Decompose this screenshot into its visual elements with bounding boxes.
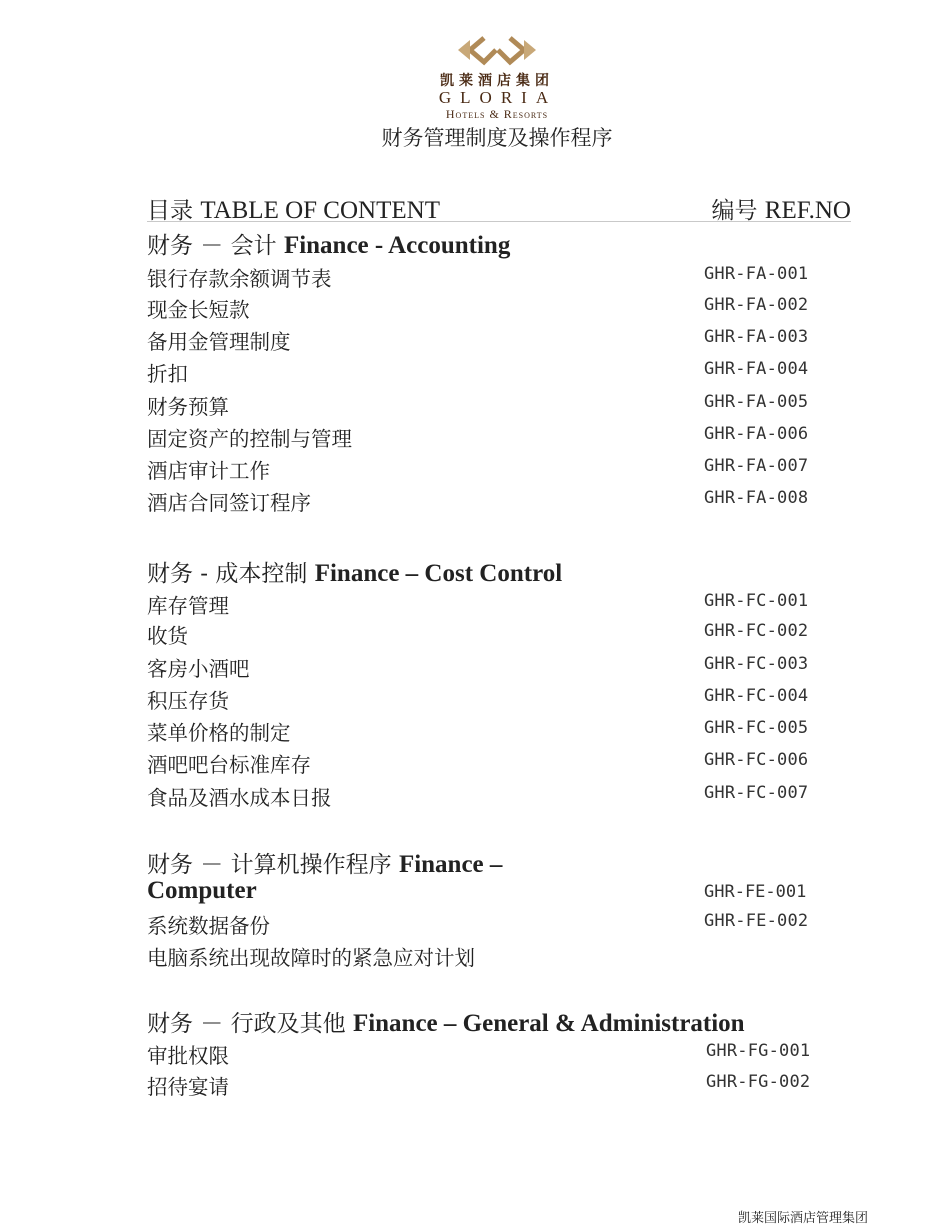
item-title: 电脑系统出现故障时的紧急应对计划 <box>147 946 475 970</box>
list-item[interactable] <box>147 652 851 682</box>
list-item[interactable] <box>147 357 851 387</box>
list-item[interactable] <box>147 781 851 811</box>
item-ref-code: GHR-FC-003 <box>704 654 809 674</box>
item-ref-code: GHR-FA-002 <box>704 295 809 315</box>
item-ref-code: GHR-FG-001 <box>706 1041 811 1061</box>
toc-header-right <box>711 192 851 225</box>
gloria-emblem-icon <box>456 34 538 66</box>
list-item[interactable] <box>147 422 851 452</box>
item-title: 菜单价格的制定 <box>147 721 291 745</box>
list-item[interactable] <box>147 716 851 746</box>
section-heading-cn: 财务 － 会计 <box>147 233 277 259</box>
ref-label-en: REF.NO <box>764 197 851 224</box>
list-item[interactable] <box>147 748 851 778</box>
item-title: 酒店合同签订程序 <box>147 491 311 515</box>
item-title: 固定资产的控制与管理 <box>147 427 352 451</box>
item-title: 招待宴请 <box>147 1075 229 1099</box>
list-item[interactable] <box>147 589 851 619</box>
logo-subtitle: Hotels & Resorts <box>445 107 549 121</box>
item-title: 库存管理 <box>147 594 229 618</box>
section-heading-general-admin <box>147 1005 745 1038</box>
list-item[interactable] <box>147 909 851 939</box>
list-item[interactable] <box>147 454 851 484</box>
list-item[interactable] <box>147 684 851 714</box>
item-title: 银行存款余额调节表 <box>147 267 332 291</box>
footer-company-name: 凯莱国际酒店管理集团 <box>738 1211 869 1226</box>
item-title: 现金长短款 <box>147 298 250 322</box>
toc-header <box>147 192 851 222</box>
list-item[interactable] <box>147 262 851 292</box>
ref-label-cn: 编号 <box>711 198 758 224</box>
list-item[interactable] <box>147 1070 851 1100</box>
item-title: 客房小酒吧 <box>147 657 250 681</box>
section-heading-en: Finance - Accounting <box>283 232 511 259</box>
section-heading-en-line2: Computer <box>147 877 257 904</box>
item-ref-code: GHR-FA-003 <box>704 327 809 347</box>
list-item[interactable] <box>147 390 851 420</box>
item-title: 系统数据备份 <box>147 914 270 938</box>
item-title: 折扣 <box>147 362 188 386</box>
item-title: 财务预算 <box>147 395 229 419</box>
section-heading-en: Finance – Cost Control <box>314 560 563 587</box>
item-title: 食品及酒水成本日报 <box>147 786 332 810</box>
list-item[interactable] <box>147 293 851 323</box>
list-item[interactable] <box>147 325 851 355</box>
item-ref-code: GHR-FC-007 <box>704 783 809 803</box>
item-title: 积压存货 <box>147 689 229 713</box>
item-ref-code: GHR-FA-007 <box>704 456 809 476</box>
section-heading-accounting <box>147 227 510 260</box>
item-ref-code: GHR-FA-001 <box>704 264 809 284</box>
section-heading-cost-control <box>147 555 562 588</box>
item-title: 酒吧吧台标准库存 <box>147 753 311 777</box>
gloria-logo <box>416 34 578 124</box>
item-ref-code: GHR-FA-008 <box>704 488 809 508</box>
item-title: 审批权限 <box>147 1044 229 1068</box>
item-title: 备用金管理制度 <box>147 330 291 354</box>
item-ref-code: GHR-FA-005 <box>704 392 809 412</box>
item-title: 酒店审计工作 <box>147 459 270 483</box>
item-ref-code: GHR-FG-002 <box>706 1072 811 1092</box>
list-item[interactable] <box>147 619 851 649</box>
item-ref-code: GHR-FA-004 <box>704 359 809 379</box>
item-ref-code: GHR-FE-001 <box>704 882 807 902</box>
item-ref-code: GHR-FC-005 <box>704 718 809 738</box>
section-heading-cn: 财务 - 成本控制 <box>147 561 308 587</box>
logo-english-name: GLORIA <box>438 88 558 107</box>
list-item[interactable] <box>147 1039 851 1069</box>
toc-label-cn: 目录 <box>147 198 193 224</box>
toc-header-left <box>147 192 440 225</box>
item-ref-code: GHR-FE-002 <box>704 911 809 931</box>
toc-label-en: TABLE OF CONTENT <box>200 197 440 224</box>
item-ref-code: GHR-FA-006 <box>704 424 809 444</box>
section-heading-en: Finance – <box>398 851 503 878</box>
list-item[interactable] <box>147 486 851 516</box>
item-ref-code: GHR-FC-004 <box>704 686 809 706</box>
item-ref-code: GHR-FC-006 <box>704 750 809 770</box>
list-item[interactable] <box>147 941 851 971</box>
item-title: 收货 <box>147 624 188 648</box>
section-heading-cn: 财务 － 计算机操作程序 <box>147 852 392 878</box>
document-title: 财务管理制度及操作程序 <box>381 126 613 150</box>
item-ref-code: GHR-FC-002 <box>704 621 809 641</box>
section-heading-en: Finance – General & Administration <box>352 1010 745 1037</box>
section-heading-computer <box>147 846 502 879</box>
section-heading-computer-cont <box>147 877 257 905</box>
item-ref-code: GHR-FC-001 <box>704 591 809 611</box>
section-heading-cn: 财务 － 行政及其他 <box>147 1011 346 1037</box>
logo-chinese-name: 凯莱酒店集团 <box>440 73 554 89</box>
